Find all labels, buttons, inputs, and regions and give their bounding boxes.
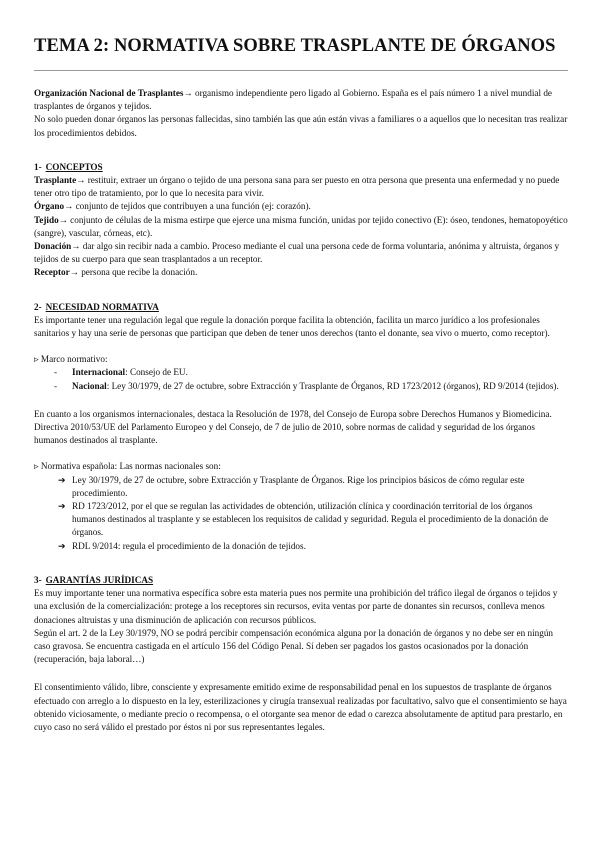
list-text: RDL 9/2014: regula el procedimiento de la donación de tejidos. [72,540,306,551]
espanola-label: ▹ Normativa española: Las normas nacionales son: [34,461,221,472]
concept-definition: → dar algo sin recibir nada a cambio. Proceso mediante el cual una persona cede de forma voluntaria, anónima y altruista, órganos y tejidos de su cuerpo para que sean trasplantados a un receptor. [34,241,560,265]
concept-definition: → persona que recibe la donación. [69,267,198,278]
dash-bullet: - [54,380,58,391]
section-title: NECESIDAD NORMATIVA [45,301,159,312]
list-item [54,380,568,393]
list-item [58,500,568,540]
list-item [58,474,568,500]
body-paragraph: Es muy importante tener una normativa específica sobre esta materia pues nos permite una prohibición del tráfico ilegal de órganos o tejidos y una exclusión de la comercialización: protege a los receptores sin recursos, evita ventas por parte de donantes sin recursos, conlleva menos donaciones altruistas y una disminución de aplicación con recursos públicos. [34,588,558,625]
dash-bullet: - [54,367,58,378]
list-term: Internacional [72,367,126,378]
intro-paragraph [34,87,568,113]
marco-label: ▹ Marco normativo: [34,354,108,365]
body-paragraph: En cuanto a los organismos internacionales, destaca la Resolución de 1978, del Consejo de Europa sobre Derechos Humanos y Biomedicina. [34,408,552,419]
espanola-list [34,474,568,553]
section-title: CONCEPTOS [45,161,103,172]
list-text: Ley 30/1979, de 27 de octubre, sobre Extracción y Trasplante de Órganos. Rige los principios básicos de cómo regular este procedimiento. [72,474,525,498]
concept-term: Trasplante [34,175,77,186]
concept-definition: → conjunto de células de la misma estirpe que ejerce una misma función, unidas por tejido conectivo (E): óseo, tendones, hematopoyético (sangre), vascular, córneas, etc). [34,214,568,238]
page-title: TEMA 2: NORMATIVA SOBRE TRASPLANTE DE ÓRGANOS [34,36,556,56]
body-paragraph: Es importante tener una regulación legal que regule la donación porque facilita la obtención, facilita un marco jurídico a los profesionales sanitarios y hay una serie de personas que participan que deben de tener unos derechos (tanto el donante, sea vivo o muerto, como receptor). [34,314,550,339]
arrow-bullet-icon: ➔ [58,474,66,485]
section-number: 2- [34,301,42,312]
section-1-heading [34,161,568,174]
list-text: : Consejo de EU. [125,367,188,378]
concept-item [34,240,568,266]
body-paragraph: Directiva 2010/53/UE del Parlamento Europeo y del Consejo, de 7 de julio de 2010, sobre normas de calidad y seguridad de los órganos humanos destinados al trasplante. [34,422,535,446]
intro-definition: → organismo independiente pero ligado al Gobierno. España es el país número 1 a nivel mundial de trasplantes de órganos y tejidos. [34,88,552,112]
concept-item [34,214,568,240]
section-title: GARANTÍAS JURÍDICAS [45,574,154,585]
arrow-bullet-icon: ➔ [58,540,66,551]
body-paragraph: El consentimiento válido, libre, consciente y expresamente emitido exime de responsabilidad penal en los supuestos de trasplante de órganos efectuado con arreglo a lo dispuesto en la ley, esterilizaciones y cirugía transexual realizadas por facultativo, salvo que el consentimiento se haya obtenido viciosamente, o mediante precio o recompensa, o el otorgante sea menor de edad o carezca absolutamente de aptitud para prestarlo, en cuyo caso no será válido el prestado por éstos ni por sus representantes legales. [34,682,567,732]
concept-term: Receptor [34,267,70,278]
marco-list [34,366,568,392]
body-paragraph: Según el art. 2 de la Ley 30/1979, NO se podrá percibir compensación económica alguna por la donación de órganos y no debe ser en ningún caso gravosa. Se encuentra castigada en el artículo 156 del Código Penal. Sí deben ser pagados los gastos ocasionados por la donación (recuperación, baja laboral…) [34,627,554,665]
title-divider [34,70,568,71]
concept-item [34,200,568,213]
intro-term: Organización Nacional de Trasplantes [34,88,184,98]
concept-definition: → restituir, extraer un órgano o tejido de una persona sana para ser puesto en otra persona que presenta una enfermedad y no puede tener otro tipo de tratamiento, por lo que lo necesita para vivir. [34,175,560,199]
list-item [58,540,568,553]
section-number: 3- [34,574,42,585]
arrow-bullet-icon: ➔ [58,501,66,512]
list-text: : Ley 30/1979, de 27 de octubre, sobre Extracción y Trasplante de Órganos, RD 1723/2012 (órganos), RD 9/2014 (tejidos). [106,380,559,391]
concept-definition: → conjunto de tejidos que contribuyen a una función (ej: corazón). [64,201,311,212]
concept-item [34,174,568,200]
section-2-heading [34,301,568,314]
concept-term: Órgano [34,201,65,212]
list-text: RD 1723/2012, por el que se regulan las actividades de obtención, utilización clínica y coordinación territorial de los órganos humanos destinados al trasplante y se establecen los requisitos de calidad y seguridad. Regula el procedimiento de la donación de órganos. [72,501,549,538]
concept-term: Tejido [34,214,59,225]
list-item [54,366,568,379]
concept-item [34,266,568,279]
intro-paragraph-2: No solo pueden donar órganos las personas fallecidas, sino también las que aún están vivas a familiares o a aquellos que lo necesitan tras realizar los procedimientos debidos. [34,114,568,138]
concept-term: Donación [34,241,72,252]
section-number: 1- [34,161,42,172]
list-term: Nacional [72,380,107,391]
section-3-heading [34,574,568,587]
